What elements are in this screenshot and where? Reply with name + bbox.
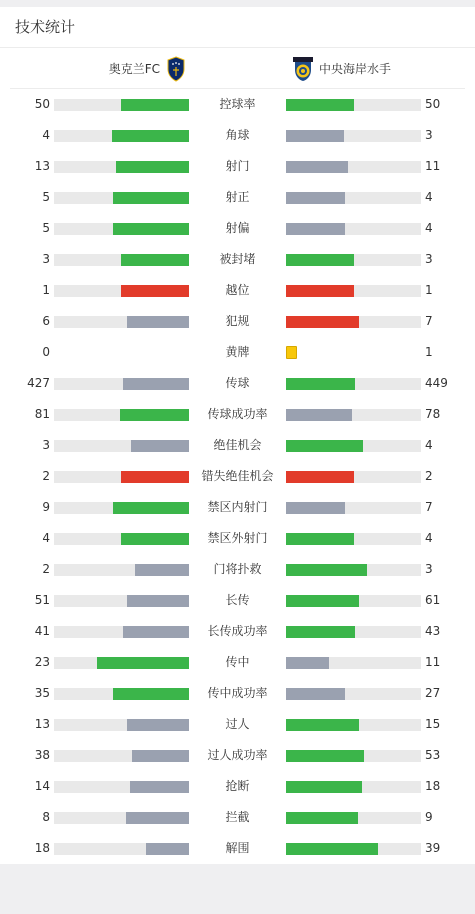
away-bar-fill — [286, 657, 329, 669]
home-bar-track — [54, 750, 189, 762]
away-stat-value: 7 — [425, 500, 433, 514]
stat-row — [0, 120, 475, 151]
away-stat-value: 3 — [425, 562, 433, 576]
away-bar-fill — [286, 316, 359, 328]
away-stat-value: 61 — [425, 593, 441, 607]
stat-row — [0, 368, 475, 399]
away-stat-value: 11 — [425, 655, 441, 669]
stat-row — [0, 430, 475, 461]
away-bar-track — [286, 378, 421, 390]
stat-row — [0, 709, 475, 740]
away-stat-value: 4 — [425, 531, 433, 545]
home-bar-track — [54, 719, 189, 731]
home-bar-track — [54, 440, 189, 452]
home-bar-fill — [116, 161, 189, 173]
away-bar-track — [286, 440, 421, 452]
home-bar-fill — [112, 130, 189, 142]
stat-label: 过人成功率 — [207, 748, 268, 762]
home-bar-track — [54, 657, 189, 669]
home-bar-track — [54, 192, 189, 204]
home-bar-track — [54, 99, 189, 111]
home-stat-value: 9 — [42, 500, 50, 514]
away-bar-fill — [286, 719, 359, 731]
stat-label: 传球 — [225, 376, 250, 390]
away-bar-track — [286, 99, 421, 111]
away-bar-track — [286, 471, 421, 483]
home-bar-fill — [121, 471, 189, 483]
home-bar-fill — [127, 316, 189, 328]
away-bar-track — [286, 843, 421, 855]
home-stat-value: 2 — [42, 562, 50, 576]
stat-label: 犯规 — [225, 314, 250, 328]
home-stat-value: 41 — [34, 624, 50, 638]
away-bar-fill — [286, 843, 378, 855]
auckland-fc-crest-icon — [165, 56, 187, 82]
stat-label: 传中成功率 — [207, 686, 268, 700]
stat-row — [0, 616, 475, 647]
match-stats-card — [0, 7, 475, 864]
away-bar-track — [286, 254, 421, 266]
away-stat-value: 50 — [425, 97, 441, 111]
stat-label: 传球成功率 — [207, 407, 268, 421]
stat-row — [0, 833, 475, 864]
away-bar-track — [286, 719, 421, 731]
home-stat-value: 3 — [42, 252, 50, 266]
home-bar-track — [54, 223, 189, 235]
away-stat-value: 1 — [425, 345, 433, 359]
stats-list — [0, 89, 475, 864]
home-stat-value: 50 — [34, 97, 50, 111]
home-bar-track — [54, 409, 189, 421]
away-bar-track — [286, 564, 421, 576]
stat-label: 过人 — [225, 717, 250, 731]
away-bar-fill — [286, 99, 354, 111]
home-bar-track — [54, 595, 189, 607]
stat-row — [0, 492, 475, 523]
away-bar-fill — [286, 223, 345, 235]
away-bar-track — [286, 502, 421, 514]
home-bar-track — [54, 285, 189, 297]
stat-label: 射偏 — [225, 221, 250, 235]
home-bar-track — [54, 781, 189, 793]
away-bar-track — [286, 533, 421, 545]
stat-label: 越位 — [225, 283, 250, 297]
stat-row — [0, 647, 475, 678]
home-bar-fill — [127, 719, 189, 731]
away-bar-track — [286, 595, 421, 607]
stat-row — [0, 678, 475, 709]
away-bar-track — [286, 688, 421, 700]
home-team[interactable] — [109, 48, 187, 89]
away-team-name: 中央海岸水手 — [319, 62, 392, 76]
away-stat-value: 1 — [425, 283, 433, 297]
home-stat-value: 0 — [42, 345, 50, 359]
away-bar-fill — [286, 688, 345, 700]
away-bar-track — [286, 223, 421, 235]
away-team[interactable] — [292, 48, 391, 89]
away-bar-fill — [286, 440, 363, 452]
home-bar-track — [54, 688, 189, 700]
home-bar-track — [54, 316, 189, 328]
home-stat-value: 35 — [34, 686, 50, 700]
home-bar-track — [54, 533, 189, 545]
away-stat-value: 78 — [425, 407, 441, 421]
stat-label: 拦截 — [225, 810, 250, 824]
away-stat-value: 4 — [425, 221, 433, 235]
home-stat-value: 2 — [42, 469, 50, 483]
away-bar-fill — [286, 812, 358, 824]
away-bar-track — [286, 285, 421, 297]
home-bar-track — [54, 130, 189, 142]
teams-header — [10, 48, 465, 89]
stat-label: 绝佳机会 — [213, 438, 262, 452]
away-stat-value: 27 — [425, 686, 441, 700]
stat-label: 被封堵 — [219, 252, 256, 266]
home-bar-fill — [135, 564, 189, 576]
away-bar-fill — [286, 254, 354, 266]
away-stat-value: 15 — [425, 717, 441, 731]
stat-row — [0, 399, 475, 430]
away-bar-fill — [286, 378, 355, 390]
home-stat-value: 5 — [42, 221, 50, 235]
home-team-name: 奥克兰FC — [108, 62, 160, 76]
stat-row — [0, 523, 475, 554]
stat-row — [0, 337, 475, 368]
away-bar-track — [286, 657, 421, 669]
home-bar-track — [54, 161, 189, 173]
away-bar-track — [286, 130, 421, 142]
home-stat-value: 18 — [34, 841, 50, 855]
home-stat-value: 3 — [42, 438, 50, 452]
away-bar-fill — [286, 409, 352, 421]
stat-row — [0, 554, 475, 585]
stat-label: 错失绝佳机会 — [201, 469, 274, 483]
away-bar-fill — [286, 285, 354, 297]
home-bar-fill — [131, 440, 189, 452]
section-title: 技术统计 — [0, 7, 475, 48]
away-bar-fill — [286, 750, 364, 762]
home-stat-value: 38 — [34, 748, 50, 762]
home-bar-fill — [121, 533, 189, 545]
home-bar-track — [54, 812, 189, 824]
away-stat-value: 9 — [425, 810, 433, 824]
home-bar-fill — [121, 285, 189, 297]
home-stat-value: 13 — [34, 159, 50, 173]
home-bar-fill — [126, 812, 189, 824]
home-bar-track — [54, 378, 189, 390]
home-stat-value: 427 — [27, 376, 50, 390]
stat-label: 角球 — [225, 128, 250, 142]
home-stat-value: 14 — [34, 779, 50, 793]
stat-label: 禁区内射门 — [207, 500, 268, 514]
home-bar-track — [54, 471, 189, 483]
home-bar-fill — [127, 595, 189, 607]
home-bar-track — [54, 626, 189, 638]
away-stat-value: 11 — [425, 159, 441, 173]
away-bar-track — [286, 316, 421, 328]
away-bar-fill — [286, 626, 355, 638]
stat-row — [0, 306, 475, 337]
stat-row — [0, 89, 475, 120]
stat-row — [0, 740, 475, 771]
stat-row — [0, 585, 475, 616]
home-bar-fill — [132, 750, 189, 762]
away-stat-value: 39 — [425, 841, 441, 855]
away-stat-value: 7 — [425, 314, 433, 328]
home-bar-fill — [113, 192, 189, 204]
stat-row — [0, 213, 475, 244]
away-stat-value: 4 — [425, 438, 433, 452]
away-bar-track — [286, 409, 421, 421]
away-bar-track — [286, 812, 421, 824]
home-bar-fill — [123, 626, 189, 638]
home-bar-track — [54, 843, 189, 855]
home-stat-value: 4 — [42, 531, 50, 545]
away-stat-value: 4 — [425, 190, 433, 204]
home-stat-value: 81 — [34, 407, 50, 421]
stat-label: 禁区外射门 — [207, 531, 268, 545]
home-stat-value: 8 — [42, 810, 50, 824]
home-stat-value: 23 — [34, 655, 50, 669]
stat-label: 门将扑救 — [213, 562, 262, 576]
stat-label: 射门 — [225, 159, 250, 173]
away-stat-value: 3 — [425, 252, 433, 266]
home-bar-track — [54, 502, 189, 514]
stat-label: 黄牌 — [225, 345, 250, 359]
away-stat-value: 18 — [425, 779, 441, 793]
home-bar-fill — [121, 254, 189, 266]
away-bar-track — [286, 781, 421, 793]
home-bar-fill — [121, 99, 189, 111]
away-bar-track — [286, 750, 421, 762]
stat-label: 射正 — [225, 190, 250, 204]
home-stat-value: 5 — [42, 190, 50, 204]
away-stat-value: 449 — [425, 376, 448, 390]
stat-row — [0, 275, 475, 306]
home-bar-fill — [130, 781, 189, 793]
central-coast-mariners-crest-icon — [292, 56, 314, 82]
away-bar-fill — [286, 161, 348, 173]
home-bar-fill — [113, 688, 189, 700]
away-bar-fill — [286, 192, 345, 204]
away-bar-fill — [286, 533, 354, 545]
home-stat-value: 4 — [42, 128, 50, 142]
away-bar-track — [286, 161, 421, 173]
stat-row — [0, 182, 475, 213]
away-stat-value: 3 — [425, 128, 433, 142]
home-stat-value: 13 — [34, 717, 50, 731]
away-bar-fill — [286, 502, 345, 514]
away-stat-value: 43 — [425, 624, 441, 638]
away-bar-fill — [286, 781, 362, 793]
away-bar-fill — [286, 595, 359, 607]
home-bar-track — [54, 254, 189, 266]
home-bar-fill — [113, 223, 189, 235]
home-bar-fill — [123, 378, 189, 390]
stat-label: 长传成功率 — [207, 624, 268, 638]
away-bar-track — [286, 626, 421, 638]
stat-label: 抢断 — [225, 779, 250, 793]
home-bar-fill — [97, 657, 189, 669]
stat-label: 传中 — [225, 655, 250, 669]
home-stat-value: 1 — [42, 283, 50, 297]
away-stat-value: 53 — [425, 748, 441, 762]
stat-label: 控球率 — [219, 97, 256, 111]
yellow-card-icon — [286, 346, 297, 359]
home-bar-track — [54, 564, 189, 576]
stat-row — [0, 771, 475, 802]
home-bar-fill — [113, 502, 189, 514]
stat-row — [0, 461, 475, 492]
home-bar-fill — [146, 843, 189, 855]
stat-label: 解围 — [225, 841, 250, 855]
away-bar-track — [286, 192, 421, 204]
stat-label: 长传 — [225, 593, 250, 607]
home-stat-value: 51 — [34, 593, 50, 607]
away-bar-fill — [286, 471, 354, 483]
away-bar-fill — [286, 564, 367, 576]
home-stat-value: 6 — [42, 314, 50, 328]
stat-row — [0, 151, 475, 182]
away-stat-value: 2 — [425, 469, 433, 483]
away-bar-fill — [286, 130, 344, 142]
stat-row — [0, 802, 475, 833]
stat-row — [0, 244, 475, 275]
home-bar-fill — [120, 409, 189, 421]
